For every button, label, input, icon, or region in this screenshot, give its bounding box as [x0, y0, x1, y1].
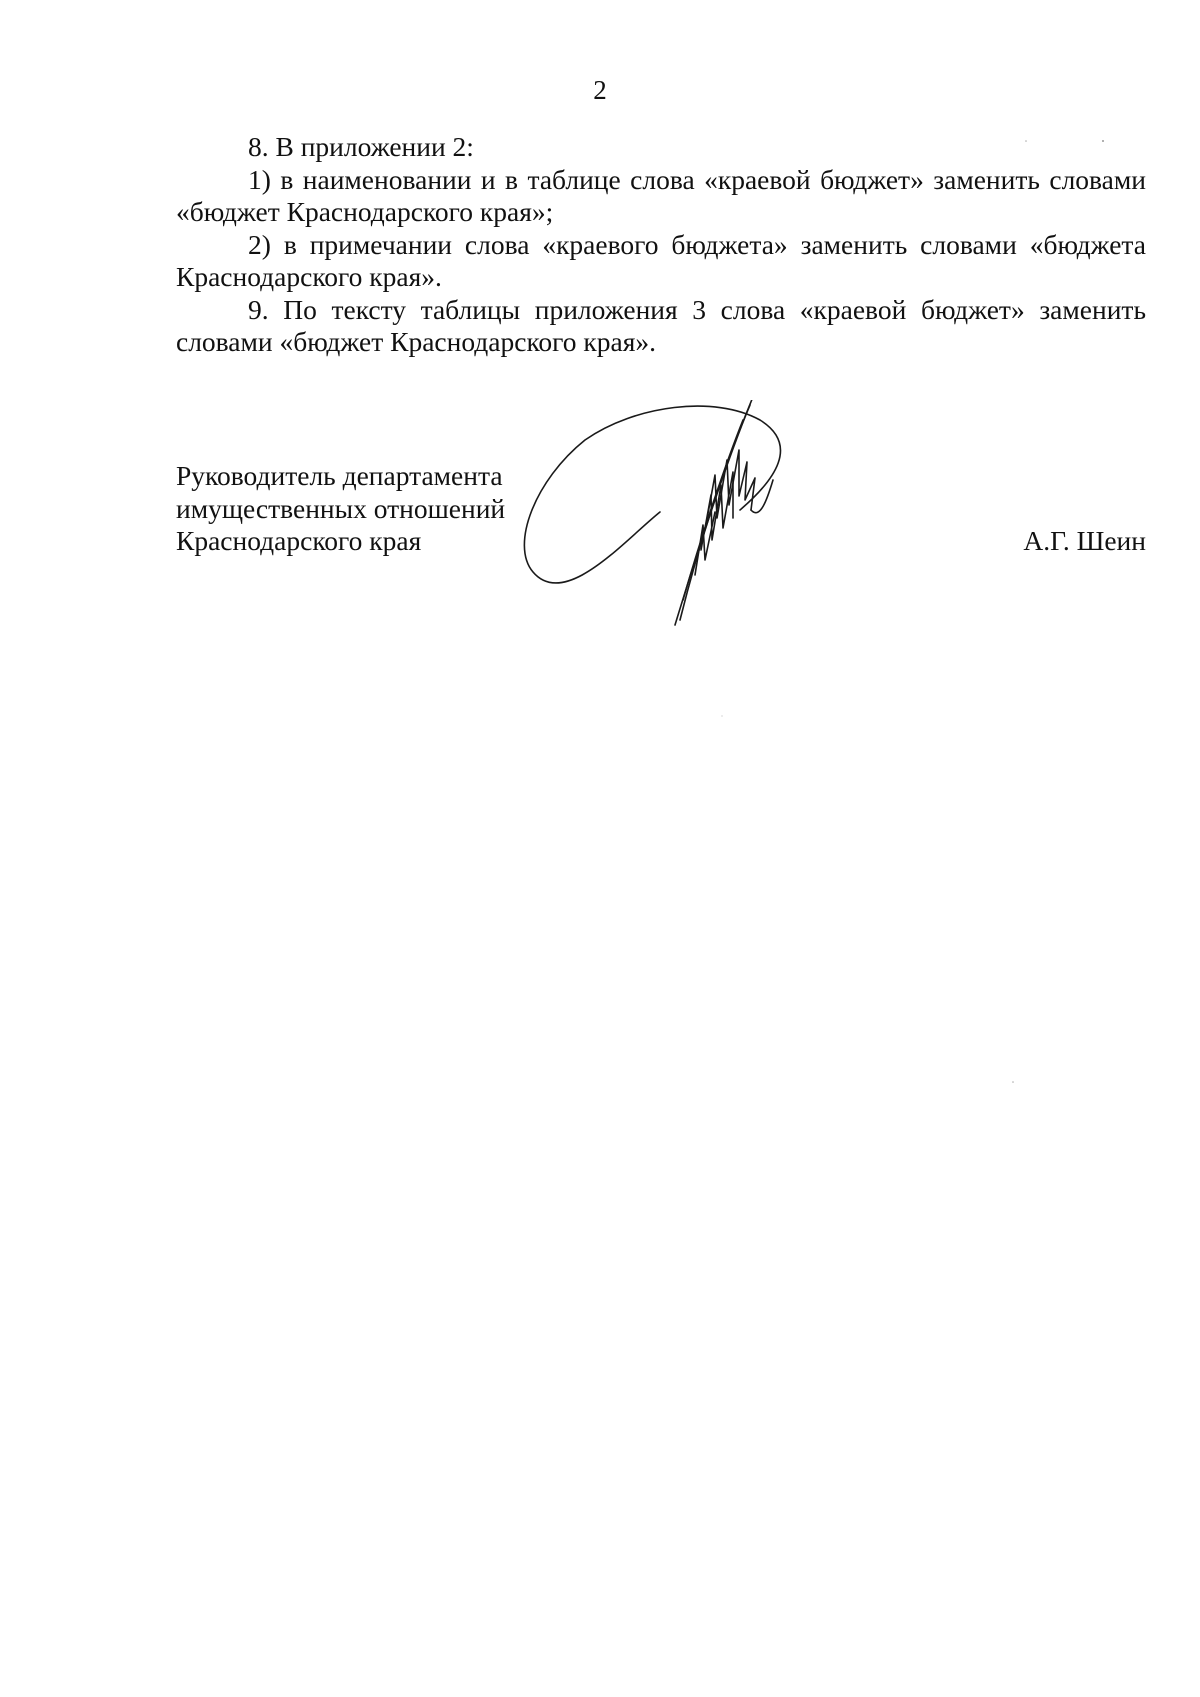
paragraph-item-9: 9. По тексту таблицы приложения 3 слова «краевой бюджет» заменить словами «бюджет Краснодарского края». [176, 293, 1146, 357]
handwritten-signature [505, 400, 795, 630]
signer-title-line: имущественных отношений [176, 492, 506, 524]
paragraph-subitem-1: 1) в наименовании и в таблице слова «краевой бюджет» заменить словами «бюджет Краснодарского края»; [176, 163, 1146, 227]
paragraph-subitem-2: 2) в примечании слова «краевого бюджета» заменить словами «бюджета Краснодарского края». [176, 228, 1146, 292]
signer-name: А.Г. Шеин [1023, 525, 1146, 556]
signer-title-line: Краснодарского края [176, 525, 422, 556]
paragraph-item-8: 8. В приложении 2: [248, 131, 474, 162]
signer-title [176, 460, 505, 558]
body-text [176, 131, 1146, 359]
signer-title-line: Руководитель департамента [176, 460, 503, 491]
page-number: 2 [593, 75, 607, 105]
